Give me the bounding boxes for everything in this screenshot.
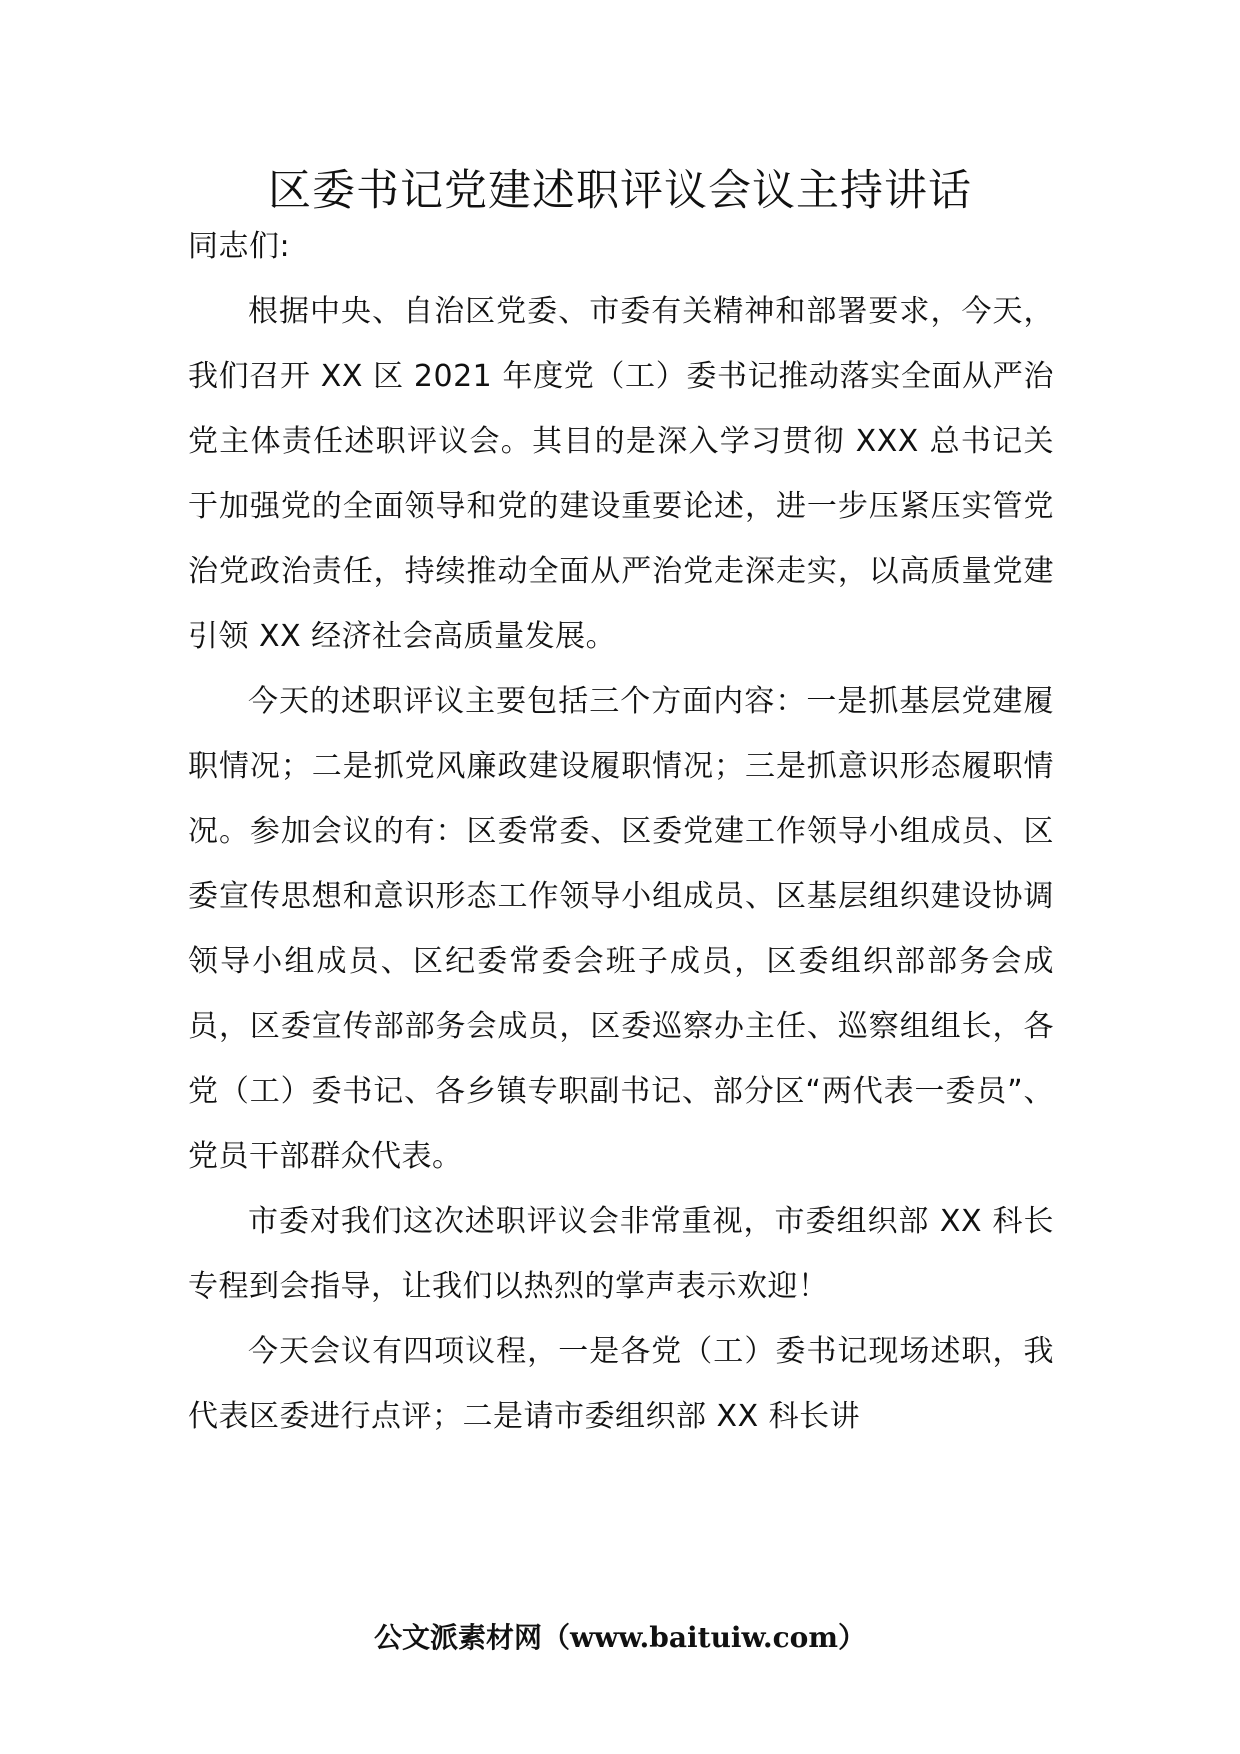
footer-watermark: 公文派素材网（www.baituiw.com） bbox=[374, 1621, 866, 1654]
paragraph-1: 根据中央、自治区党委、市委有关精神和部署要求，今天，我们召开 XX 区 2021 年度党（工）委书记推动落实全面从严治党主体责任述职评议会。其目的是深入学习贯彻 XXX 总书记关于加强党的全面领导和党的建设重要论述，进一步压紧压实管党治党政治责任，持续推动全面从严治党走深走实，以高质量党建引领 XX 经济社会高质量发展。 bbox=[188, 294, 1054, 654]
paragraph-2: 今天的述职评议主要包括三个方面内容：一是抓基层党建履职情况；二是抓党风廉政建设履职情况；三是抓意识形态履职情况。参加会议的有：区委常委、区委党建工作领导小组成员、区委宣传思想和意识形态工作领导小组成员、区基层组织建设协调领导小组成员、区纪委常委会班子成员，区委组织部部务会成员，区委宣传部部务会成员，区委巡察办主任、巡察组组长，各党（工）委书记、各乡镇专职副书记、部分区“两代表一委员”、党员干部群众代表。 bbox=[188, 684, 1054, 1174]
document-body bbox=[188, 214, 1054, 1449]
document-title: 区委书记党建述职评议会议主持讲话 bbox=[268, 166, 972, 216]
paragraph-3: 市委对我们这次述职评议会非常重视，市委组织部 XX 科长专程到会指导，让我们以热烈的掌声表示欢迎！ bbox=[188, 1204, 1054, 1304]
paragraph-4: 今天会议有四项议程，一是各党（工）委书记现场述职，我代表区委进行点评；二是请市委组织部 XX 科长讲 bbox=[188, 1334, 1054, 1434]
salutation: 同志们: bbox=[188, 229, 291, 264]
